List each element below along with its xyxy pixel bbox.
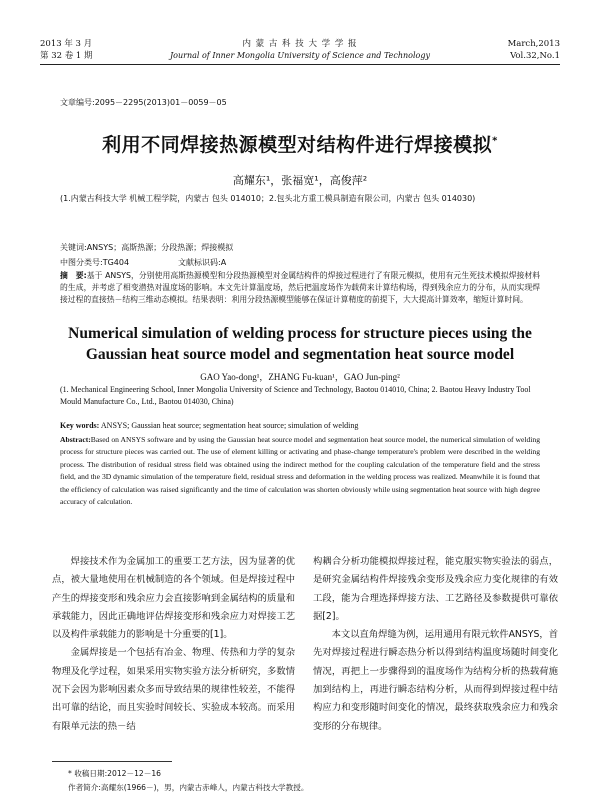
body-right-paragraph-1: 构耦合分析功能模拟焊接过程，能克服实物实验法的弱点，是研究金属结构件焊接残余变形及残余应力变化规律的有效工段，能为合理选择焊接方法、工艺路径及参数提供可靠依据[2]。 [313, 556, 558, 622]
header-journal-zh: 内 蒙 古 科 技 大 学 学 报 [242, 39, 358, 49]
document-code: 文献标识码:A [178, 258, 227, 267]
body-right-paragraph-2: 本文以直角焊缝为例，运用通用有限元软件ANSYS，首先对焊接过程进行瞬态热分析以得到结构温度场随时间变化情况，再把上一步骤得到的温度场作为结构分析的热载荷施加到结构上，再进行瞬态结构分析，从而得到焊接过程中结构应力和变形随时间变化的情况，最终获取残余应力和残余变形的分布规律。 [313, 629, 558, 732]
abstract-en-label: Abstract: [60, 435, 91, 444]
class-number: 中图分类号:TG404 [60, 258, 130, 267]
authors-zh: 高耀东¹，张福宽¹，高俊萍² [232, 174, 368, 187]
title-en: Numerical simulation of welding process for structure pieces using the Gaussian heat source model and segmentation heat source model [68, 325, 532, 363]
abstract-en [60, 434, 540, 508]
header-date: 2013 年 3 月 [40, 39, 93, 49]
body-left-paragraph-1: 焊接技术作为金属加工的重要工艺方法，因为显著的优点，被大量地使用在机械制造的各个领域。但是焊接过程中产生的焊接变形和残余应力会直接影响到金属结构的质量和承载能力，因此正确地评估焊接变形和残余应力对焊接工艺以及构件承载能力的影响是十分重要的[1]。 [52, 556, 295, 641]
title-zh [40, 130, 560, 157]
keywords-en [60, 420, 540, 432]
header-month-en: March,2013 [507, 39, 560, 49]
keywords-en-text: ANSYS; Gaussian heat source; segmentation heat source; simulation of welding [100, 421, 359, 430]
title-footnote-marker: * [492, 135, 498, 147]
abstract-zh [60, 270, 540, 306]
header-volume: 第 32 卷 1 期 [40, 51, 93, 61]
keywords-zh: 关键词:ANSYS；高斯热源；分段热源；焊接模拟 [60, 243, 234, 252]
keywords-en-label: Key words: [60, 421, 100, 430]
body-left-column [52, 553, 295, 736]
article-number: 文章编号:2095－2295(2013)01－0059－05 [60, 98, 227, 107]
header-journal-en: Journal of Inner Mongolia University of Science and Technology [169, 51, 431, 60]
abstract-zh-label: 摘 要: [60, 271, 87, 280]
header-rule [40, 64, 560, 65]
footnote-received-text: 收稿日期:2012－12－16 [74, 769, 161, 778]
body-right-column [313, 553, 558, 736]
abstract-zh-text: 基于 ANSYS，分别使用高斯热源模型和分段热源模型对金属结构件的焊接过程进行了有限元模拟，使用有元生死技术模拟焊接材料的生成，并考虑了相变潜热对温度场的影响。本文先计算温度场，然后把温度场作为载荷来计算结构场，得到残余应力的分布，从而实现焊接过程的直接热－结构三维动态模拟。结果表明：利用分段热源模型能够在保证计算精度的前提下，大大提高计算效率，缩短计算时间。 [60, 271, 540, 304]
footnote-author-bio: 作者简介:高耀东(1966－)，男，内蒙古赤峰人，内蒙古科技大学教授。 [68, 783, 309, 792]
authors-en: GAO Yao-dong¹，ZHANG Fu-kuan¹，GAO Jun-ping² [200, 372, 400, 382]
footnote-marker: * [68, 769, 75, 778]
title-zh-text: 利用不同焊接热源模型对结构件进行焊接模拟 [102, 134, 493, 156]
affiliation-en: (1. Mechanical Engineering School, Inner Mongolia University of Science and Technology, Baotou 014010, China; 2. Baotou Heavy Industry Tool Mould Manufacture Co., Ltd., Baotou 014030, China) [60, 385, 531, 406]
affiliation-zh: (1.内蒙古科技大学 机械工程学院，内蒙古 包头 014010；2.包头北方重工模具制造有限公司，内蒙古 包头 014030) [60, 194, 476, 203]
body-left-paragraph-2: 金属焊接是一个包括有冶金、物理、传热和力学的复杂物理及化学过程，如果采用实物实验方法分析研究，多数情况下会因为影响因素众多而导致结果的规律性较差，不能得出可靠的结论，而且实验时间较长、实验成本较高。而采用有限单元法的热－结 [52, 647, 295, 732]
abstract-en-text: Based on ANSYS software and by using the Gaussian heat source model and segmentation heat source model, the numerical simulation of welding process for structure pieces was carried out. The use of element killing or activating and phase-change temperature's problem were described in the welding process. The distribution of residual stress field was obtained using the indirect method for the coupling calculation of the temperature field and the stress field, and the 3D dynamic simulation of the temperature field, residual stress and deformation in the welding process was realized. Meanwhile it is found that the efficiency of calculation was raised significantly and the time of calculation was shorten obviously while using segmentation heat source with high degree accuracy of calculation. [60, 435, 540, 507]
header-vol-en: Vol.32,No.1 [510, 51, 560, 61]
footnote-received [68, 767, 161, 780]
footnote-rule [52, 761, 172, 762]
